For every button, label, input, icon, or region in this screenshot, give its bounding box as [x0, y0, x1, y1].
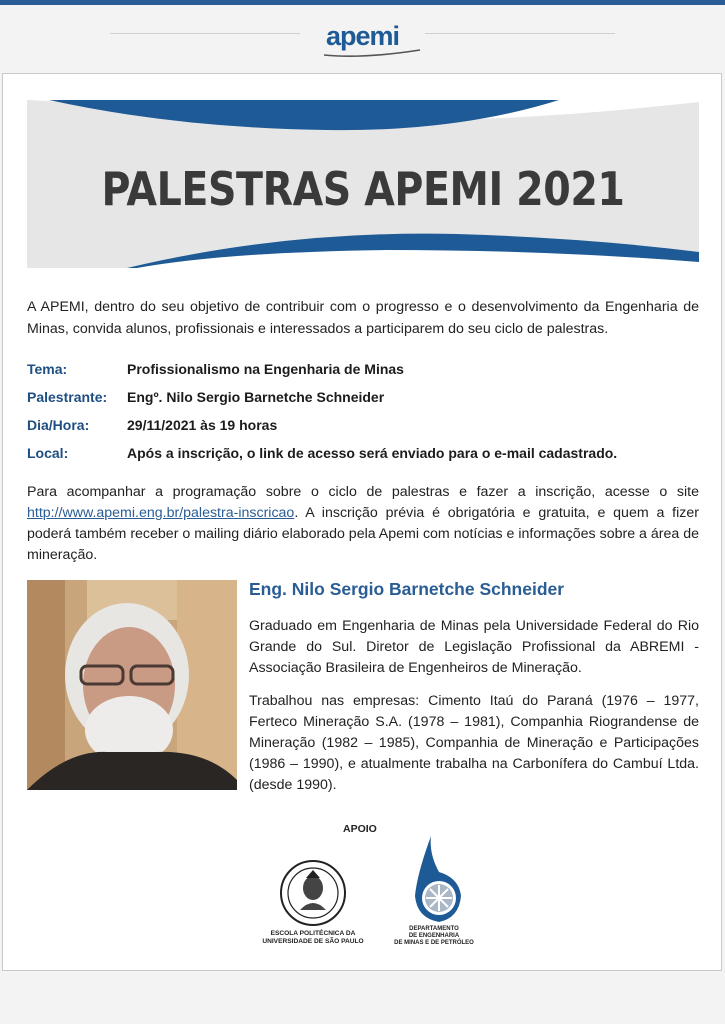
info-value: 29/11/2021 às 19 horas [127, 417, 278, 433]
hero-banner [27, 100, 699, 268]
registration-text-before: Para acompanhar a programação sobre o ciclo de palestras e fazer a inscrição, acesse o site [27, 484, 699, 500]
info-label: Local: [27, 445, 69, 461]
banner-title: PALESTRAS APEMI 2021 [101, 162, 625, 216]
email-header [0, 5, 725, 73]
info-label: Palestrante: [27, 389, 108, 405]
apemi-logo-text: apemi [325, 20, 400, 51]
header-divider-left [110, 33, 300, 34]
newsletter-card [2, 73, 722, 971]
info-value: Após a inscrição, o link de acesso será enviado para o e-mail cadastrado. [127, 445, 618, 461]
sponsor-label: DEPARTAMENTO [409, 926, 459, 932]
speaker-portrait-icon [27, 580, 237, 790]
sponsor-poli-usp[interactable] [253, 858, 373, 946]
apemi-logo[interactable] [326, 21, 399, 52]
poli-usp-seal-icon [278, 858, 348, 928]
registration-link[interactable]: http://www.apemi.eng.br/palestra-inscricao [27, 505, 295, 521]
sponsor-pmi-department[interactable] [389, 834, 479, 947]
registration-paragraph [27, 482, 699, 566]
header-divider-right [425, 33, 615, 34]
sponsor-label: UNIVERSIDADE DE SÃO PAULO [262, 938, 364, 945]
registration-text-after: . A inscrição prévia é obrigatória e gratuita, e quem a fizer poderá também receber o mailing diário elaborado pela Apemi com notícias e informações sobre a área de mineração. [27, 505, 699, 563]
sponsor-label: DE MINAS E DE PETRÓLEO [394, 940, 474, 946]
sponsor-label: DE ENGENHARIA [408, 933, 460, 939]
speaker-name: Eng. Nilo Sergio Barnetche Schneider [249, 579, 565, 599]
info-value: Profissionalismo na Engenharia de Minas [127, 361, 404, 377]
info-label: Tema: [27, 361, 68, 377]
info-label: Dia/Hora: [27, 417, 90, 433]
logo-swoosh-icon [322, 49, 422, 59]
speaker-bio-career: Trabalhou nas empresas: Cimento Itaú do Paraná (1976 – 1977, Ferteco Mineração S.A. (1978 – 1981), Companhia Riograndense de Mineração (1982 – 1985), Companhia de Mineração e Participações (1986 – 1990), e atualmente trabalha na Carbonífera do Cambuí Ltda. (desde 1990). [249, 693, 699, 793]
speaker-bio-education: Graduado em Engenharia de Minas pela Universidade Federal do Rio Grande do Sul. Diretor de Legislação Profissional da ABREMI - Associação Brasileira de Engenheiros de Mineração. [249, 618, 699, 676]
support-heading: APOIO [343, 823, 377, 835]
sponsor-label: ESCOLA POLITÉCNICA DA [270, 930, 356, 937]
pmi-department-logo-icon [399, 834, 469, 926]
speaker-photo [27, 580, 237, 790]
intro-paragraph: A APEMI, dentro do seu objetivo de contribuir com o progresso e o desenvolvimento da Engenharia de Minas, convida alunos, profissionais e interessados a participarem do seu ciclo de palestras. [27, 299, 699, 337]
info-value: Engº. Nilo Sergio Barnetche Schneider [127, 389, 385, 405]
